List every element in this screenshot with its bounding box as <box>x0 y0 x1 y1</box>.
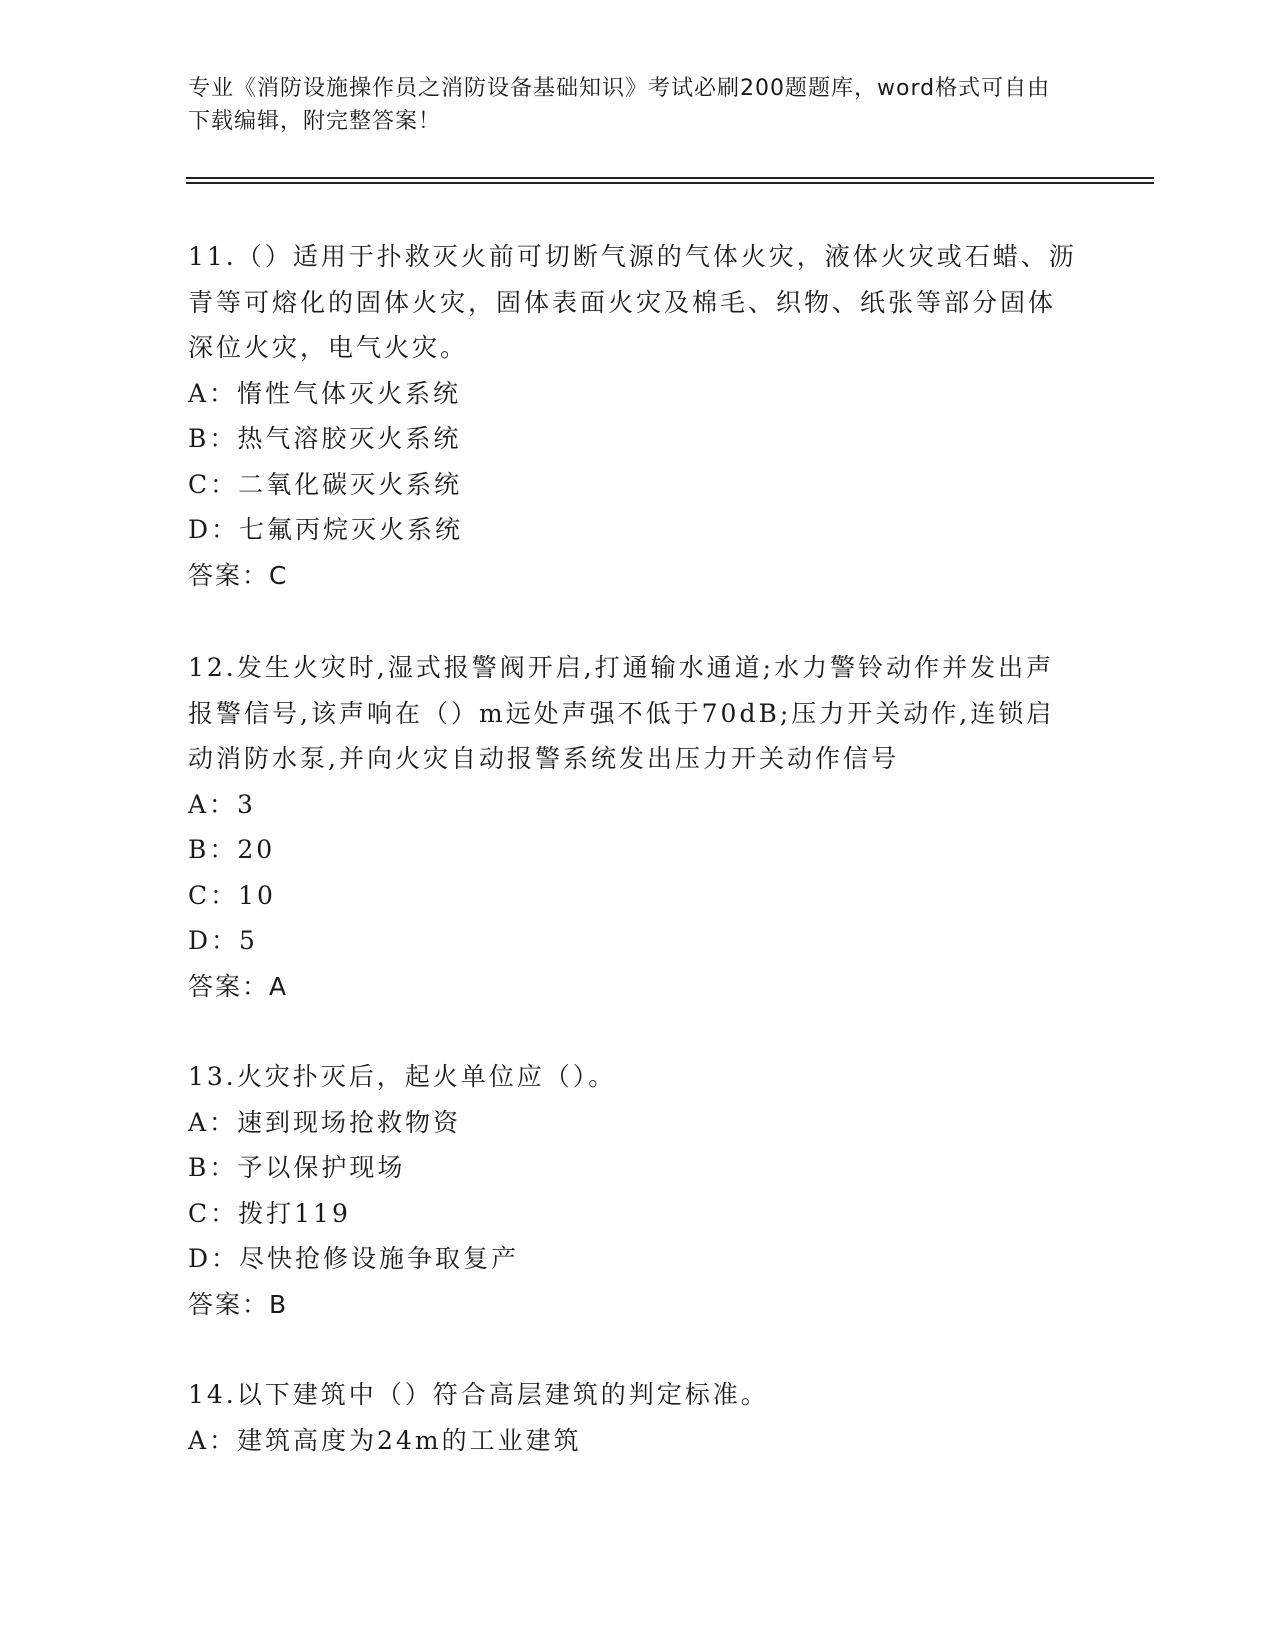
option-d: D：尽快抢修设施争取复产 <box>188 1244 520 1273</box>
option-b: B：予以保护现场 <box>188 1153 406 1182</box>
question-14 <box>188 1372 1078 1463</box>
answer: 答案：C <box>188 560 289 590</box>
question-text: 11.（）适用于扑救灭火前可切断气源的气体火灾，液体火灾或石蜡、沥青等可熔化的固体火灾，固体表面火灾及棉毛、织物、纸张等部分固体深位火灾，电气火灾。 <box>188 242 1077 362</box>
question-12 <box>188 645 1078 1009</box>
option-a: A：3 <box>188 789 256 819</box>
option-c: C：二氧化碳灭火系统 <box>188 469 463 499</box>
option-b: B：20 <box>188 835 276 864</box>
question-text: 13.火灾扑灭后，起火单位应（）。 <box>188 1062 617 1091</box>
document-header: 专业《消防设施操作员之消防设备基础知识》考试必刷200题题库，word格式可自由下载编辑，附完整答案！ <box>188 76 1051 134</box>
option-d: D：5 <box>188 926 258 955</box>
option-a: A：速到现场抢救物资 <box>188 1107 462 1137</box>
answer: 答案：A <box>188 971 289 1001</box>
question-text: 12.发生火灾时,湿式报警阀开启,打通输水通道;水力警铃动作并发出声报警信号,该声响在（）m远处声强不低于70dB;压力开关动作,连锁启动消防水泵,并向火灾自动报警系统发出压力开关动作信号 <box>188 653 1055 773</box>
option-c: C：10 <box>188 880 276 910</box>
option-a: A：建筑高度为24m的工业建筑 <box>188 1425 582 1455</box>
header-divider-bottom <box>186 182 1154 184</box>
option-d: D：七氟丙烷灭火系统 <box>188 515 464 544</box>
question-13 <box>188 1054 1078 1327</box>
header-divider-top <box>186 177 1154 179</box>
option-c: C：拨打119 <box>188 1198 351 1228</box>
option-b: B：热气溶胶灭火系统 <box>188 424 462 453</box>
question-11 <box>188 234 1078 598</box>
question-text: 14.以下建筑中（）符合高层建筑的判定标准。 <box>188 1380 769 1409</box>
answer: 答案：B <box>188 1289 289 1319</box>
option-a: A：惰性气体灭火系统 <box>188 378 462 408</box>
